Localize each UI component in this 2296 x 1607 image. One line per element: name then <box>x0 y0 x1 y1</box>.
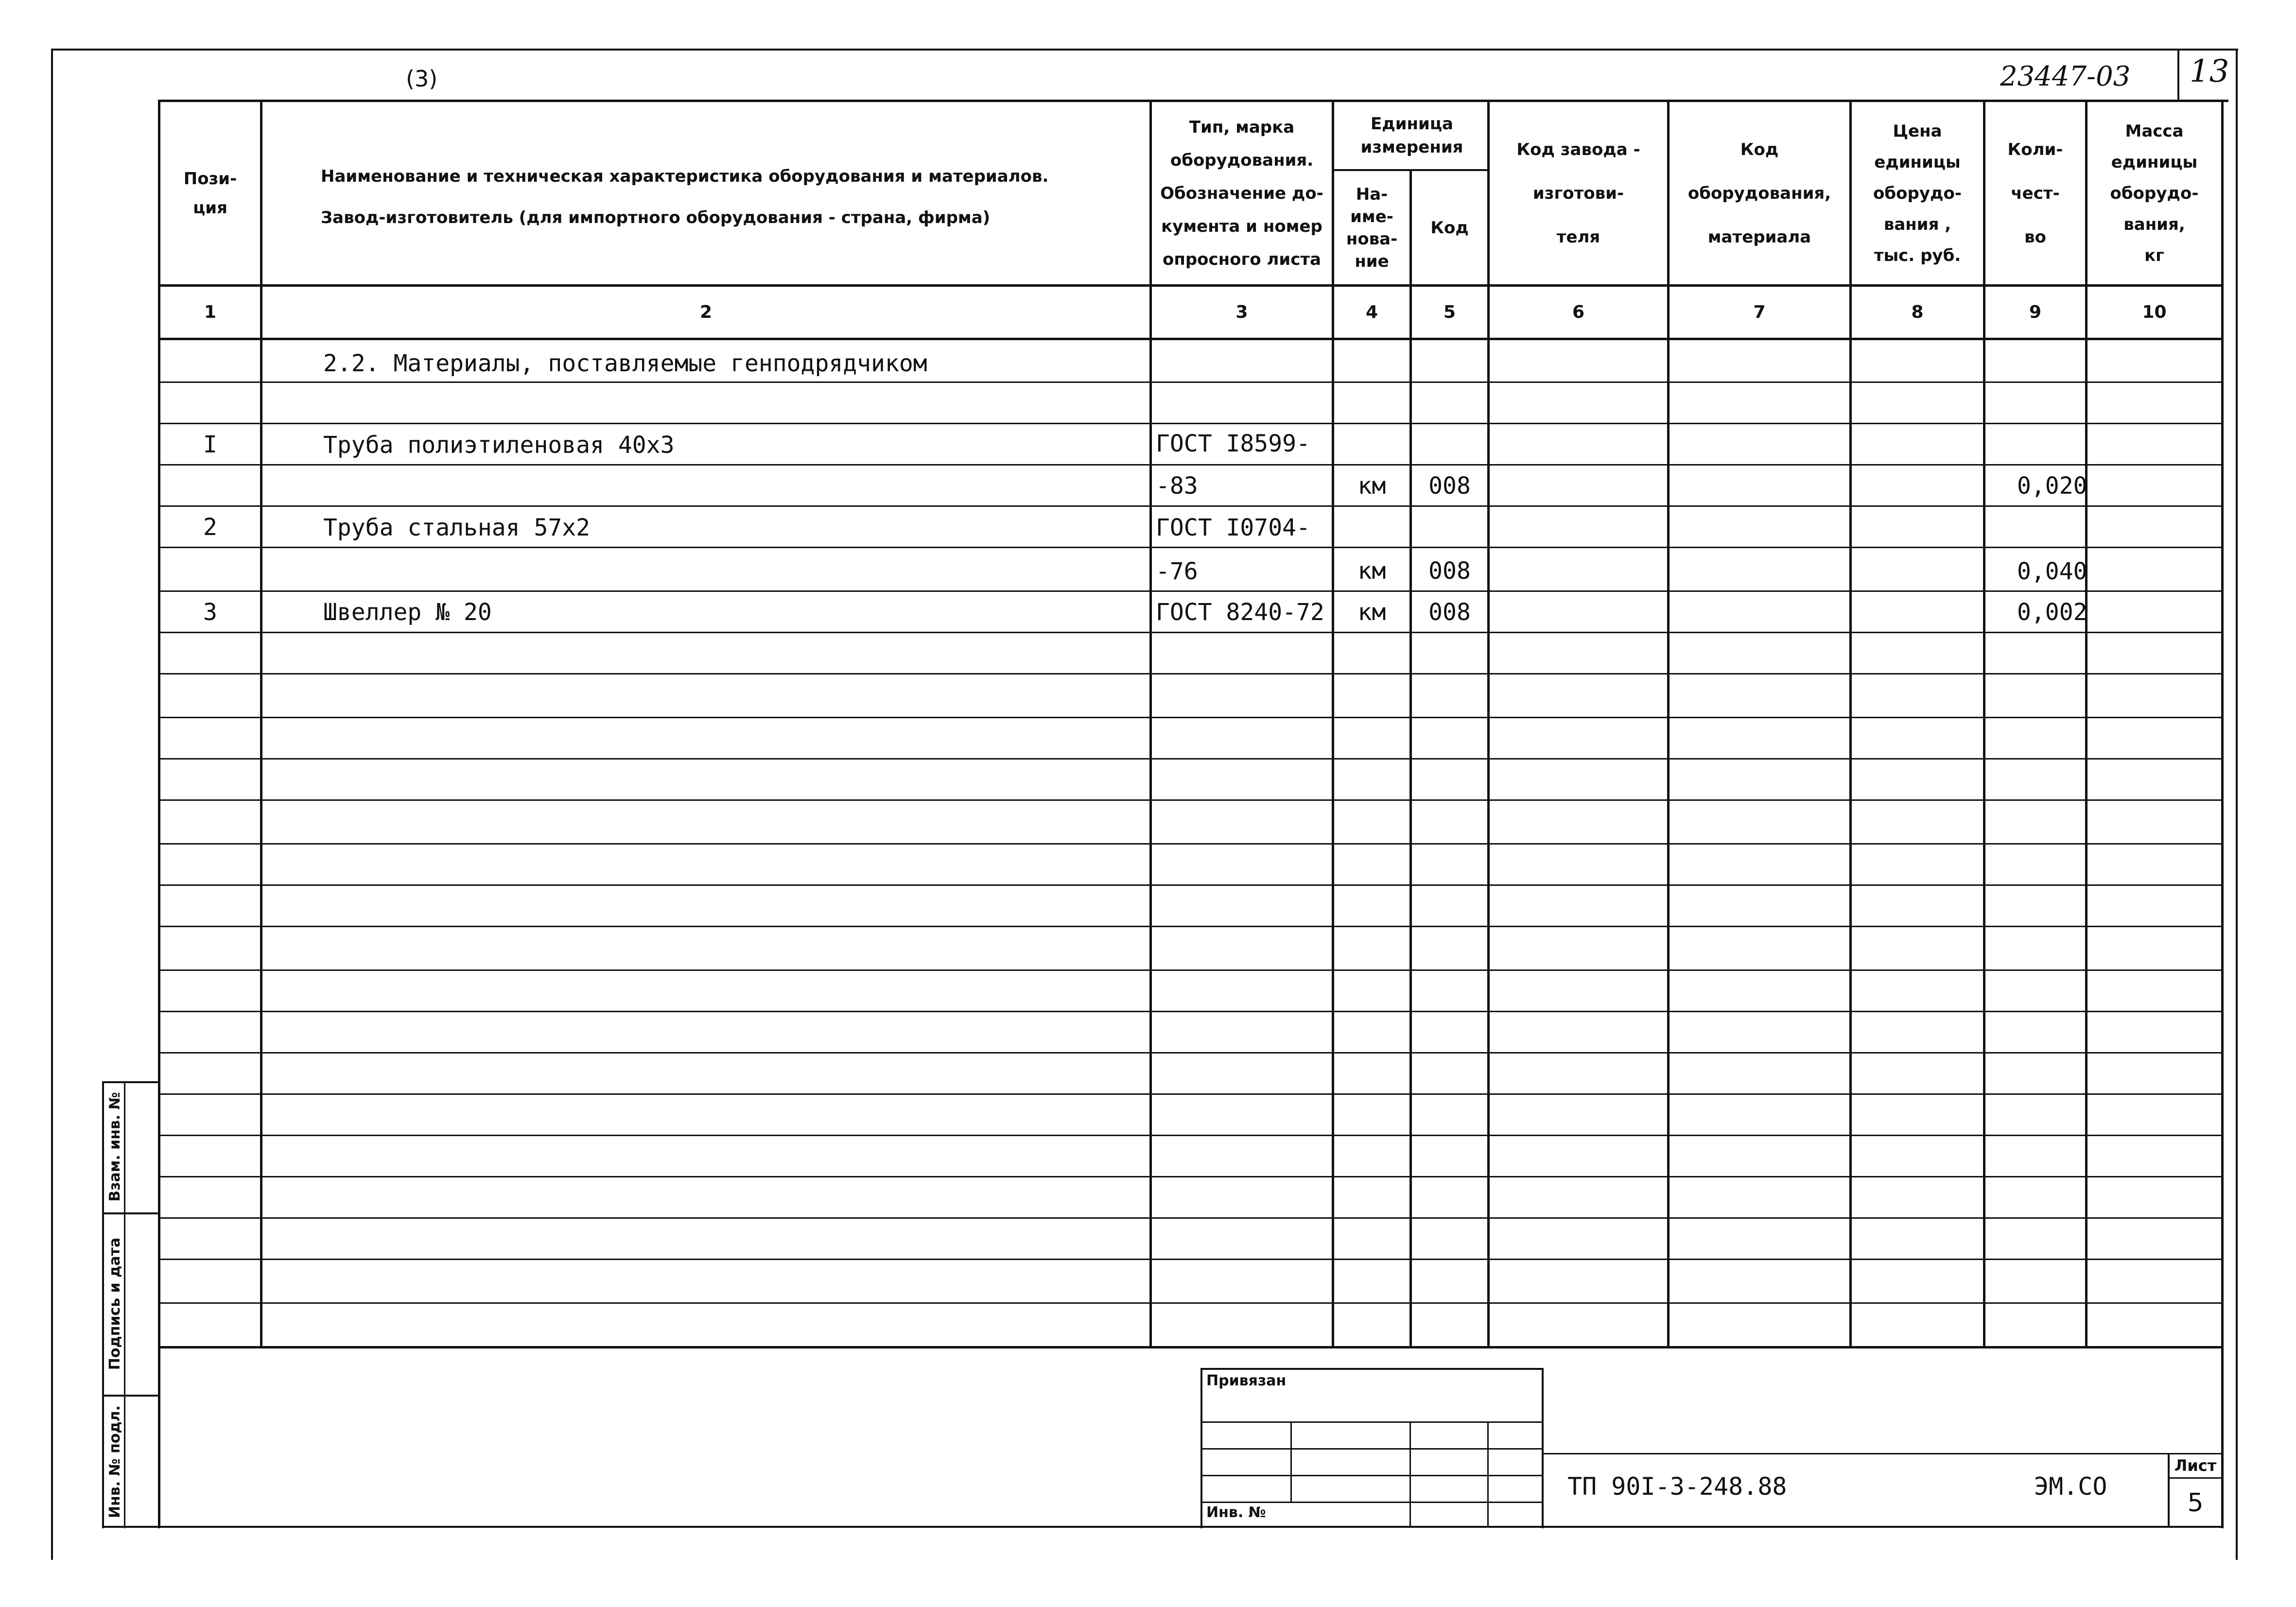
table-bottom <box>158 1346 2224 1348</box>
row-line <box>158 423 2224 424</box>
header-factory-code: Код завода - изготови- теля <box>1516 139 1640 247</box>
attached-label: Привязан <box>1206 1372 1287 1389</box>
item-3-doc: ГОСТ 8240-72 <box>1156 599 1324 626</box>
stamp-signature-date: Подпись и дата <box>106 1237 123 1370</box>
sheet-label: Лист <box>2174 1456 2217 1475</box>
col-num-2: 2 <box>699 302 713 322</box>
row-line <box>158 799 2224 801</box>
top-label: (3) <box>406 66 438 92</box>
row-line <box>158 547 2224 548</box>
row-line <box>158 758 2224 760</box>
item-1-position: I <box>203 431 217 458</box>
col-num-7: 7 <box>1753 302 1766 322</box>
item-2-position: 2 <box>203 514 217 541</box>
item-2-unit: км <box>1357 557 1386 585</box>
frame-right <box>2236 49 2238 1560</box>
item-1-name: Труба полиэтиленовая 40х3 <box>323 432 675 459</box>
inv-no-label: Инв. № <box>1206 1504 1266 1521</box>
row-line <box>158 1052 2224 1054</box>
attach-grid-v2 <box>1409 1421 1411 1526</box>
table-right <box>2221 100 2224 1528</box>
row-line <box>158 926 2224 927</box>
item-3-name: Швеллер № 20 <box>323 599 492 626</box>
item-2-quantity: 0,040 <box>2017 558 2087 585</box>
row-line <box>158 673 2224 674</box>
row-line <box>158 1011 2224 1012</box>
row-line <box>158 1217 2224 1219</box>
header-position: Пози- ция <box>183 169 237 218</box>
stamp-inv-original: Инв. № подл. <box>106 1405 123 1519</box>
item-3-quantity: 0,002 <box>2017 599 2087 626</box>
col-num-8: 8 <box>1911 302 1924 322</box>
title-bottom <box>160 1526 2224 1528</box>
header-unit-price: Цена единицы оборудо- вания , тыс. руб. <box>1873 121 1962 265</box>
stamp-inv-replace: Взам. инв. № <box>106 1092 123 1202</box>
col-num-5: 5 <box>1443 302 1456 322</box>
row-line <box>158 1176 2224 1177</box>
row-line <box>158 1302 2224 1304</box>
frame-left <box>51 49 53 1560</box>
row-line <box>158 843 2224 845</box>
header-unit-mass: Масса единицы оборудо- вания, кг <box>2110 121 2199 265</box>
row-line <box>158 1135 2224 1136</box>
col-num-10: 10 <box>2142 302 2167 322</box>
header-unit-group: Единица измерения <box>1360 114 1463 157</box>
attach-grid-v1 <box>1290 1421 1292 1502</box>
item-2-doc-line1: ГОСТ I0704- <box>1156 514 1310 541</box>
row-line <box>158 632 2224 633</box>
item-1-code: 008 <box>1428 472 1471 500</box>
header-quantity: Коли- чест- во <box>2007 139 2063 247</box>
attach-grid-h1 <box>1200 1421 1543 1423</box>
stamp-left <box>102 1081 104 1528</box>
item-1-quantity: 0,020 <box>2017 472 2087 500</box>
col-num-4: 4 <box>1365 302 1378 322</box>
header-unit-code: Код <box>1430 218 1469 238</box>
item-2-code: 008 <box>1428 557 1471 585</box>
row-line <box>158 969 2224 971</box>
row-line <box>158 1259 2224 1260</box>
col-num-3: 3 <box>1235 302 1248 322</box>
header-type: Тип, марка оборудования. Обозначение до- кумента и номер опросного листа <box>1160 117 1323 269</box>
page-box-left <box>2177 49 2179 101</box>
section-title: 2.2. Материалы, поставляемые генподрядчиком <box>323 350 927 377</box>
item-3-unit: км <box>1357 599 1386 626</box>
stamp-inner <box>124 1081 125 1528</box>
header-name: Наименование и техническая характеристика оборудования и материалов. Завод-изготовитель (для импортного оборудования - страна, фирма) <box>321 166 1049 227</box>
item-3-code: 008 <box>1428 599 1471 626</box>
col-num-1: 1 <box>204 302 217 322</box>
col-num-9: 9 <box>2029 302 2042 322</box>
header-unit-name: На- име- нова- ние <box>1346 184 1398 271</box>
col-num-6: 6 <box>1572 302 1585 322</box>
row-line <box>158 1093 2224 1095</box>
row-line <box>158 464 2224 466</box>
page-number-handwritten: 13 <box>2190 53 2229 89</box>
item-3-position: 3 <box>203 599 217 626</box>
header-equipment-code: Код оборудования, материала <box>1687 139 1831 247</box>
item-2-doc-line2: -76 <box>1156 558 1198 585</box>
attach-grid-h3 <box>1200 1475 1543 1476</box>
row-line <box>158 381 2224 383</box>
doc-number-handwritten: 23447-03 <box>2000 61 2131 92</box>
title-main-top <box>1543 1453 2224 1454</box>
row-line <box>158 590 2224 592</box>
doc-mark: ЭМ.СО <box>2034 1472 2107 1501</box>
row-line <box>158 717 2224 718</box>
attach-grid-h2 <box>1200 1448 1543 1450</box>
row-line <box>158 884 2224 886</box>
project-code: ТП 90I-3-248.88 <box>1567 1472 1787 1501</box>
item-2-name: Труба стальная 57х2 <box>323 514 591 541</box>
item-1-doc-line2: -83 <box>1156 472 1198 500</box>
sheet-number: 5 <box>2187 1488 2204 1518</box>
attach-grid-v3 <box>1487 1421 1489 1526</box>
item-1-unit: км <box>1357 472 1386 500</box>
item-1-doc-line1: ГОСТ I8599- <box>1156 430 1310 457</box>
frame-top <box>51 49 2238 51</box>
colnum-bottom <box>158 338 2224 340</box>
row-line <box>158 505 2224 507</box>
